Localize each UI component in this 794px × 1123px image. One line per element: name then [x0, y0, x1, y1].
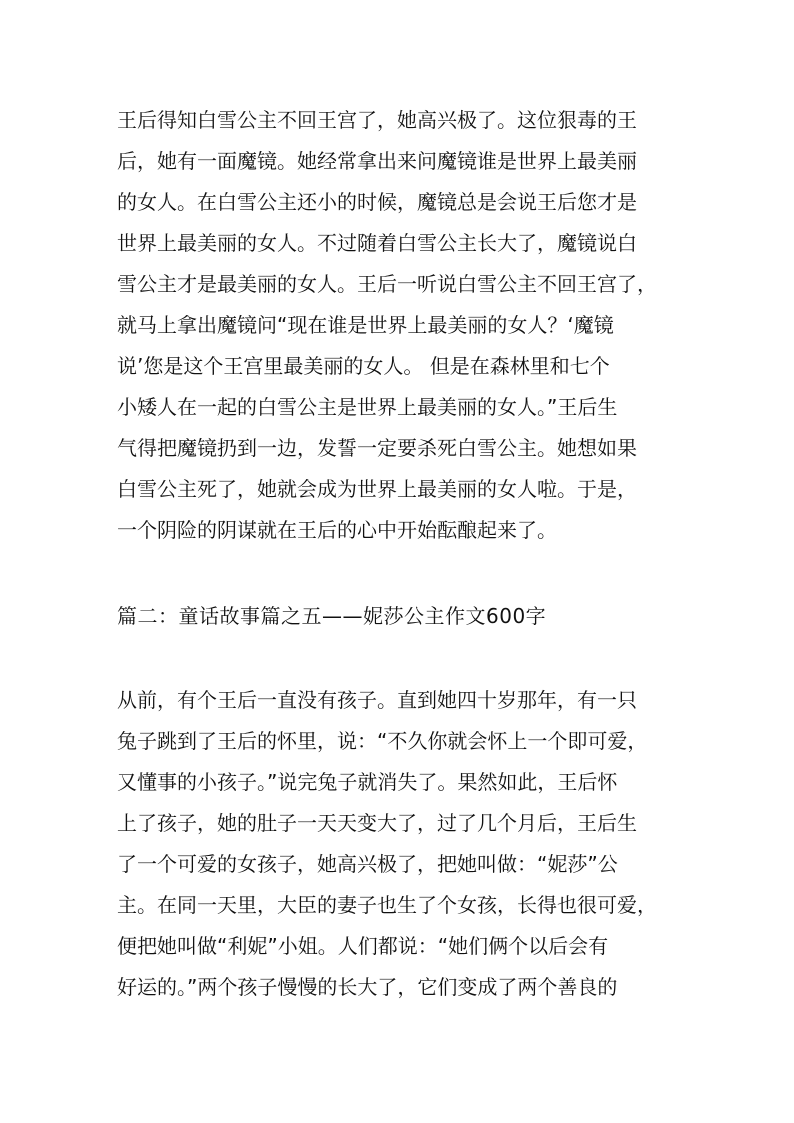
- paragraph-2-line: 便把她叫做“利妮”小姐。人们都说：“她们俩个以后会有: [117, 934, 609, 958]
- paragraph-2-line: 主。在同一天里，大臣的妻子也生了个女孩，长得也很可爱，: [117, 893, 657, 917]
- section-heading: 篇二：童话故事篇之五——妮莎公主作文600字: [117, 604, 547, 628]
- paragraph-1-line: 的女人。在白雪公主还小的时候，魔镜总是会说王后您才是: [117, 190, 637, 214]
- paragraph-1-line: 说’您是这个王宫里最美丽的女人。 但是在森林里和七个: [117, 354, 610, 378]
- paragraph-1-line: 小矮人在一起的白雪公主是世界上最美丽的女人。”王后生: [117, 395, 618, 419]
- paragraph-1-line: 就马上拿出魔镜问“现在谁是世界上最美丽的女人？‘魔镜: [117, 313, 614, 337]
- paragraph-1-line: 后，她有一面魔镜。她经常拿出来问魔镜谁是世界上最美丽: [117, 149, 637, 173]
- paragraph-2-line: 兔子跳到了王后的怀里，说：“不久你就会怀上一个即可爱，: [117, 729, 648, 753]
- paragraph-1-line: 王后得知白雪公主不回王宫了，她高兴极了。这位狠毒的王: [117, 108, 637, 132]
- paragraph-1-line: 气得把魔镜扔到一边，发誓一定要杀死白雪公主。她想如果: [117, 436, 637, 460]
- paragraph-2-line: 好运的。”两个孩子慢慢的长大了，它们变成了两个善良的: [117, 975, 618, 999]
- paragraph-1-line: 雪公主才是最美丽的女人。王后一听说白雪公主不回王宫了，: [117, 272, 657, 296]
- paragraph-1-line: 世界上最美丽的女人。不过随着白雪公主长大了，魔镜说白: [117, 231, 637, 255]
- paragraph-2-line: 上了孩子，她的肚子一天天变大了，过了几个月后，王后生: [117, 811, 637, 835]
- paragraph-1-line: 白雪公主死了，她就会成为世界上最美丽的女人啦。于是，: [117, 477, 637, 501]
- paragraph-2-line: 从前，有个王后一直没有孩子。直到她四十岁那年，有一只: [117, 688, 637, 712]
- paragraph-1-line: 一个阴险的阴谋就在王后的心中开始酝酿起来了。: [117, 518, 557, 542]
- paragraph-2-line: 又懂事的小孩子。”说完兔子就消失了。果然如此，王后怀: [117, 770, 618, 794]
- paragraph-2-line: 了一个可爱的女孩子，她高兴极了，把她叫做：“妮莎”公: [117, 852, 618, 876]
